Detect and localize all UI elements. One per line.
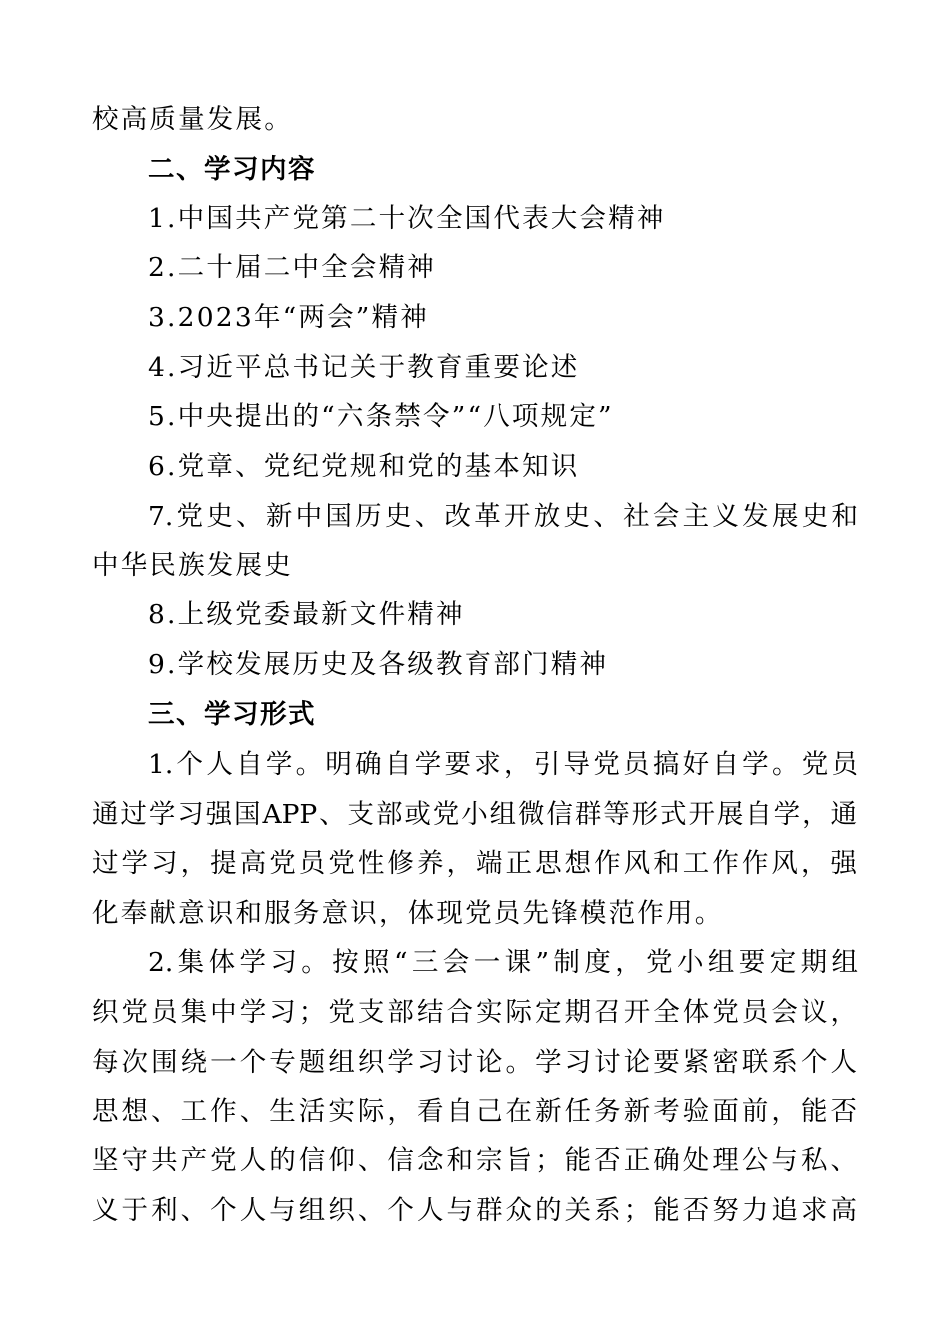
paragraph-group-study-line-3: 每次围绕一个专题组织学习讨论。学习讨论要紧密联系个人 <box>92 1047 857 1078</box>
continuation-line: 校高质量发展。 <box>92 104 293 135</box>
content-item-7-continued: 中华民族发展史 <box>92 550 293 581</box>
content-item-9: 9.学校发展历史及各级教育部门精神 <box>148 649 609 680</box>
content-item-2: 2.二十届二中全会精神 <box>148 252 436 283</box>
paragraph-group-study-line-2: 织党员集中学习；党支部结合实际定期召开全体党员会议， <box>92 997 857 1028</box>
paragraph-group-study-line-4: 思想、工作、生活实际，看自己在新任务新考验面前，能否 <box>92 1096 857 1127</box>
section-heading-content: 二、学习内容 <box>148 154 316 185</box>
content-item-4: 4.习近平总书记关于教育重要论述 <box>148 352 580 383</box>
paragraph-group-study-line-6: 义于利、个人与组织、个人与群众的关系；能否努力追求高 <box>92 1195 857 1226</box>
paragraph-self-study-line-3: 过学习，提高党员党性修养，端正思想作风和工作作风，强 <box>92 848 857 879</box>
content-item-3: 3.2023年“两会”精神 <box>148 302 429 333</box>
paragraph-group-study-line-5: 坚守共产党人的信仰、信念和宗旨；能否正确处理公与私、 <box>92 1145 857 1176</box>
content-item-6: 6.党章、党纪党规和党的基本知识 <box>148 451 580 482</box>
paragraph-group-study-line-1: 2.集体学习。按照“三会一课”制度，党小组要定期组 <box>148 947 858 978</box>
content-item-5: 5.中央提出的“六条禁令”“八项规定” <box>148 401 614 432</box>
paragraph-self-study-line-1: 1.个人自学。明确自学要求，引导党员搞好自学。党员 <box>148 749 858 780</box>
content-item-8: 8.上级党委最新文件精神 <box>148 599 465 630</box>
content-item-7: 7.党史、新中国历史、改革开放史、社会主义发展史和 <box>148 501 858 532</box>
paragraph-self-study-line-4: 化奉献意识和服务意识，体现党员先锋模范作用。 <box>92 898 724 929</box>
paragraph-self-study-line-2: 通过学习强国APP、支部或党小组微信群等形式开展自学，通 <box>92 799 857 830</box>
section-heading-form: 三、学习形式 <box>148 699 316 730</box>
content-item-1: 1.中国共产党第二十次全国代表大会精神 <box>148 203 666 234</box>
